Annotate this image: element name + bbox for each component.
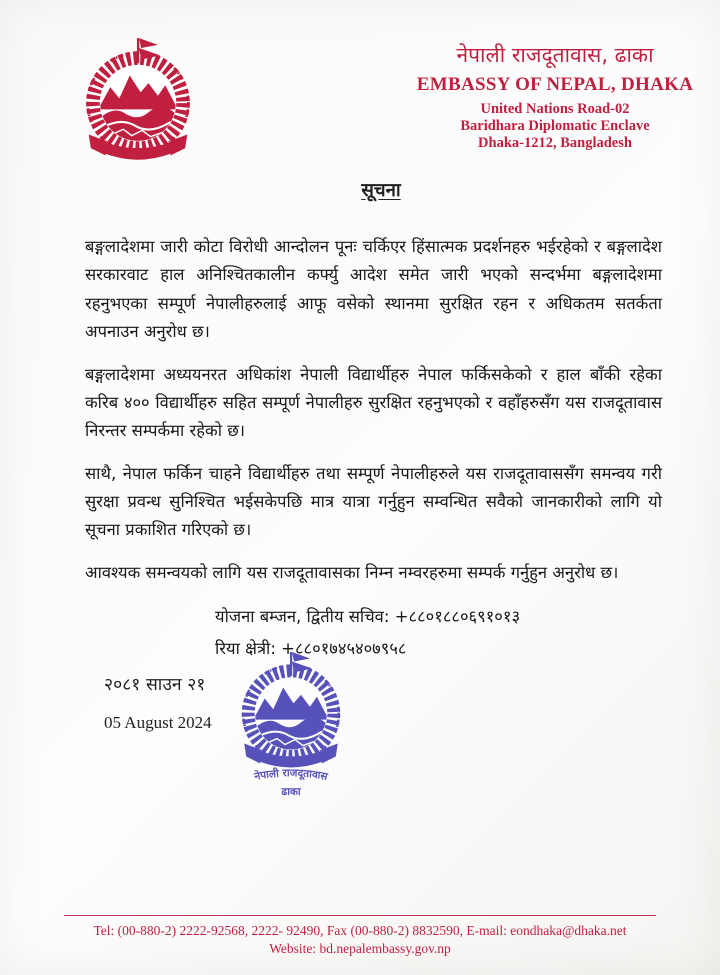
- notice-body: [85, 233, 662, 665]
- embassy-name-nepali: नेपाली राजदूतावास, ढाका: [456, 43, 654, 67]
- contact-2-phone: +८८०१७४५४०७९५८: [281, 639, 407, 659]
- embassy-name-english: EMBASSY OF NEPAL, DHAKA: [416, 74, 694, 96]
- footer-divider: [64, 915, 656, 916]
- footer: [0, 915, 720, 958]
- date-block: [104, 672, 212, 733]
- contact-2-name-title: रिया क्षेत्री:: [215, 639, 276, 659]
- stamp-text-line-1: नेपाली राजदूतावास: [253, 767, 329, 783]
- paragraph-1: बङ्गलादेशमा जारी कोटा विरोधी आन्दोलन पूनः चर्किएर हिंसात्मक प्रदर्शनहरु भईरहेको र बङ्गलादेश सरकारवाट हाल अनिश्चितकालीन कर्फ्यु आदेश समेत जारी भएको सन्दर्भमा बङ्गलादेशमा रहनुभएका सम्पूर्ण नेपालीहरुलाई आफू वसेको स्थानमा सुरक्षित रहन र अधिकतम सतर्कता अपनाउन अनुरोध छ।: [85, 237, 662, 342]
- paragraph-2: बङ्गलादेशमा अध्ययनरत अधिकांश नेपाली विद्यार्थीहरु नेपाल फर्किसकेको र हाल बाँकी रहेका करिब ४०० विद्यार्थीहरु सहित सम्पूर्ण नेपालीहरु सुरक्षित रहनुभएको र वहाँहरुसँग यस राजदूतावास निरन्तर सम्पर्कमा रहेको छ।: [85, 364, 662, 441]
- embassy-seal-stamp-icon: [224, 650, 358, 800]
- contact-1-phone: +८८०१८८०६९१०१३: [394, 607, 521, 627]
- footer-contact-line: Tel: (00-880-2) 2222-92568, 2222- 92490, Fax (00-880-2) 8832590, E-mail: eondhaka@dhaka.net: [93, 923, 627, 938]
- paragraph-3: साथै, नेपाल फर्किन चाहने विद्यार्थीहरु तथा सम्पूर्ण नेपालीहरुले यस राजदूतावाससँग समन्वय गरी सुरक्षा प्रवन्ध सुनिश्चित भईसकेपछि मात्र यात्रा गर्नुहुन सम्वन्धित सवैको जानकारीको लागि यो सूचना प्रकाशित गरिएको छ।: [85, 463, 662, 540]
- address-line-2: Baridhara Diplomatic Enclave: [460, 118, 650, 135]
- letterhead: [398, 42, 712, 152]
- notice-title: सूचना: [361, 180, 401, 201]
- date-nepali: २०८१ साउन २१: [104, 675, 206, 695]
- nepal-coat-of-arms-logo-icon: [72, 36, 204, 166]
- stamp-text-line-2: ढाका: [281, 786, 301, 799]
- paragraph-4: आवश्यक समन्वयको लागि यस राजदूतावासका निम्न नम्वरहरुमा सम्पर्क गर्नुहुन अनुरोध छ।: [85, 562, 619, 582]
- contact-1-name-title: योजना बम्जन, द्वितीय सचिव:: [215, 607, 390, 627]
- date-english: 05 August 2024: [104, 713, 212, 732]
- footer-website-line: Website: bd.nepalembassy.gov.np: [269, 941, 451, 957]
- embassy-address: [398, 101, 712, 152]
- notice-title-row: [0, 177, 720, 202]
- svg-text:नेपाली राजदूतावास: [252, 767, 329, 784]
- contact-line-1: [215, 601, 662, 633]
- address-line-1: United Nations Road-02: [480, 101, 630, 118]
- address-line-3: Dhaka-1212, Bangladesh: [478, 135, 632, 152]
